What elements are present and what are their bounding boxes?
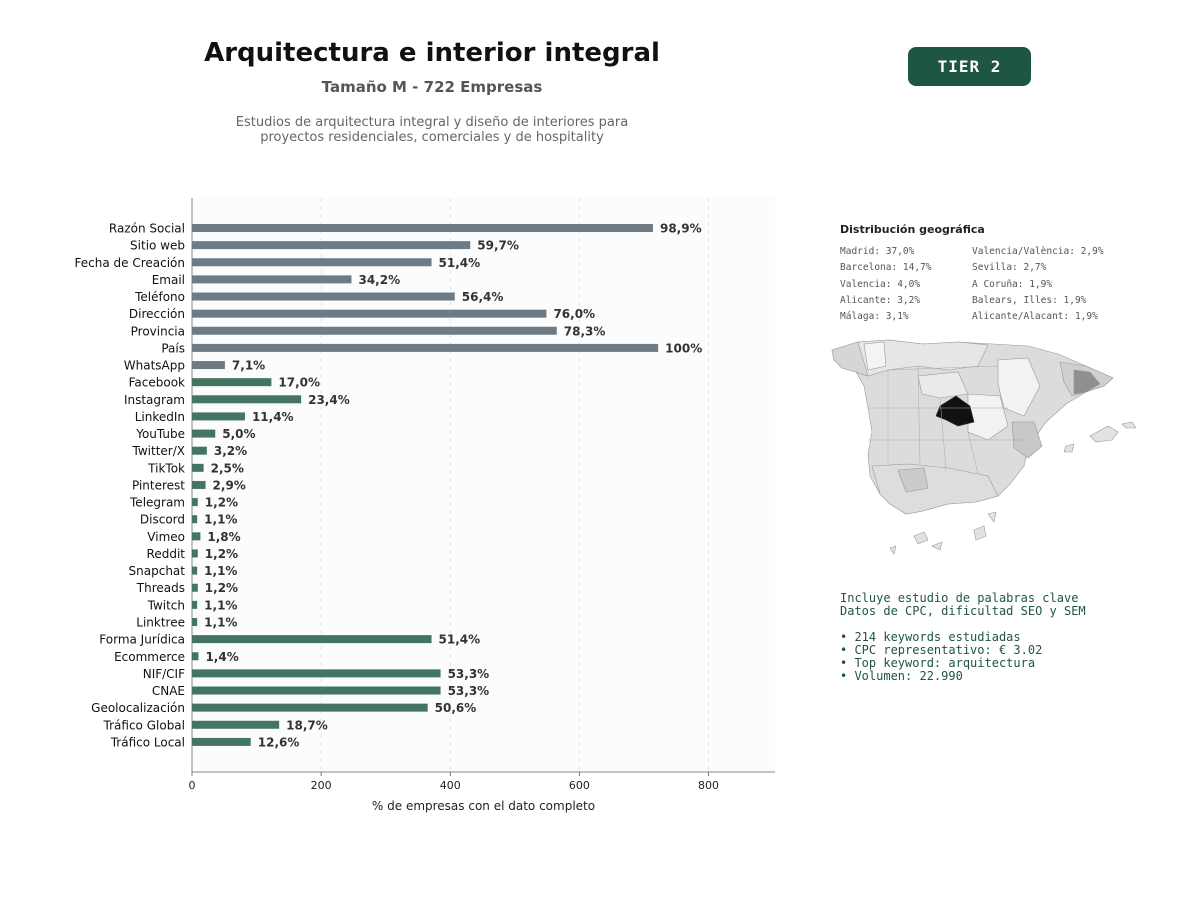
category-label: YouTube	[136, 427, 185, 442]
bar	[192, 395, 301, 403]
category-label: Twitter/X	[132, 444, 185, 459]
bar	[192, 430, 215, 438]
keywords-heading: Incluye estudio de palabras clave	[840, 591, 1079, 605]
description-line: Estudios de arquitectura integral y diseño de interiores para	[235, 115, 629, 130]
data-label: 1,2%	[204, 495, 239, 510]
x-tick-label: 800	[698, 779, 720, 792]
data-label: 7,1%	[231, 358, 266, 373]
canary-islands	[932, 542, 942, 550]
keyword-bullet: • Volumen: 22.990	[840, 669, 963, 683]
geo-list-left	[840, 246, 932, 327]
data-label: 53,3%	[447, 684, 490, 699]
data-label: 51,4%	[438, 255, 481, 270]
data-label: 12,6%	[257, 735, 300, 750]
category-label: Instagram	[123, 392, 185, 407]
balearic-islands	[1122, 422, 1136, 428]
category-label: Email	[151, 272, 185, 287]
bar	[192, 738, 251, 746]
category-label: LinkedIn	[134, 409, 185, 424]
category-label: Snapchat	[128, 564, 185, 579]
category-label: País	[161, 341, 185, 356]
category-label: Ecommerce	[114, 649, 185, 664]
page-subtitle: Tamaño M - 722 Empresas	[321, 78, 543, 96]
bar	[192, 293, 455, 301]
data-label: 56,4%	[461, 290, 504, 305]
category-label: TikTok	[148, 461, 185, 476]
bar	[192, 327, 557, 335]
bar	[192, 618, 197, 626]
bar	[192, 601, 197, 609]
bar	[192, 481, 206, 489]
category-label: Threads	[136, 581, 185, 596]
data-label: 1,2%	[204, 546, 239, 561]
bar	[192, 412, 245, 420]
bar	[192, 515, 197, 523]
bar	[192, 687, 441, 695]
geo-item: Barcelona: 14,7%	[840, 262, 932, 274]
bar	[192, 378, 271, 386]
x-tick-label: 200	[310, 779, 332, 792]
data-label: 18,7%	[286, 718, 328, 733]
geo-item: Sevilla: 2,7%	[972, 262, 1047, 274]
category-label: Twitch	[147, 598, 185, 613]
bar	[192, 275, 351, 283]
x-tick-label: 0	[188, 779, 196, 792]
geo-item: Valencia: 4,0%	[840, 278, 921, 290]
category-label: Fecha de Creación	[74, 255, 185, 270]
category-label: Sitio web	[130, 238, 185, 253]
description-line: proyectos residenciales, comerciales y de hospitality	[260, 130, 604, 145]
region-light	[864, 342, 886, 370]
category-label: Geolocalización	[91, 701, 185, 716]
bar	[192, 652, 198, 660]
geo-list-right	[972, 246, 1104, 327]
geo-title: Distribución geográfica	[840, 223, 985, 236]
data-label: 5,0%	[222, 427, 256, 442]
balearic-islands	[1090, 426, 1118, 442]
spain-map	[828, 336, 1143, 561]
canary-islands	[890, 546, 896, 554]
bar	[192, 669, 441, 677]
category-label: Vimeo	[147, 529, 185, 544]
bar	[192, 464, 204, 472]
bar	[192, 635, 432, 643]
data-label: 23,4%	[308, 392, 350, 407]
keywords-subheading: Datos de CPC, dificultad SEO y SEM	[840, 604, 1086, 618]
keyword-bullet: • Top keyword: arquitectura	[840, 656, 1036, 670]
keyword-bullet: • 214 keywords estudiadas	[840, 630, 1021, 644]
data-label: 53,3%	[447, 666, 490, 681]
data-label: 1,1%	[204, 598, 238, 613]
x-axis-label: % de empresas con el dato completo	[371, 799, 596, 813]
geo-item: Balears, Illes: 1,9%	[972, 294, 1087, 306]
category-label: NIF/CIF	[142, 666, 185, 681]
category-label: Tráfico Local	[110, 735, 185, 750]
data-label: 1,1%	[204, 615, 238, 630]
data-label: 98,9%	[659, 221, 702, 236]
category-label: Dirección	[128, 307, 185, 322]
data-label: 50,6%	[434, 701, 477, 716]
keyword-bullet: • CPC representativo: € 3.02	[840, 643, 1043, 657]
bar	[192, 344, 658, 352]
bar	[192, 224, 653, 232]
bar	[192, 721, 279, 729]
x-tick-label: 400	[439, 779, 461, 792]
category-label: Razón Social	[108, 221, 185, 236]
bar	[192, 532, 200, 540]
category-label: Linktree	[136, 615, 185, 630]
data-label: 34,2%	[358, 272, 401, 287]
category-label: Provincia	[130, 324, 185, 339]
geo-item: Málaga: 3,1%	[840, 311, 909, 323]
category-label: Discord	[139, 512, 185, 527]
page-title: Arquitectura e interior integral	[204, 38, 660, 68]
data-label: 76,0%	[553, 307, 596, 322]
bar	[192, 584, 198, 592]
data-label: 1,1%	[204, 564, 238, 579]
category-label: Facebook	[128, 375, 185, 390]
data-label: 59,7%	[477, 238, 519, 253]
category-label: Teléfono	[135, 290, 185, 305]
bar	[192, 241, 470, 249]
data-label: 78,3%	[563, 324, 606, 339]
bar	[192, 567, 197, 575]
geo-item: Alicante: 3,2%	[840, 294, 921, 306]
bar	[192, 310, 546, 318]
bar	[192, 498, 198, 506]
category-label: Pinterest	[131, 478, 185, 493]
data-label: 1,4%	[205, 649, 239, 664]
canary-islands	[914, 532, 928, 544]
keywords-panel	[840, 592, 1086, 683]
data-label: 2,9%	[212, 478, 246, 493]
bar	[192, 361, 225, 369]
data-label: 3,2%	[213, 444, 248, 459]
geo-item: A Coruña: 1,9%	[972, 278, 1053, 290]
data-label: 11,4%	[251, 409, 294, 424]
x-tick-label: 600	[568, 779, 590, 792]
data-label: 100%	[665, 341, 703, 356]
data-label: 2,5%	[210, 461, 244, 476]
geo-item: Madrid: 37,0%	[840, 246, 915, 257]
canary-islands	[988, 512, 996, 522]
tier-badge: TIER 2	[908, 47, 1031, 86]
data-label: 51,4%	[438, 632, 481, 647]
balearic-islands	[1064, 444, 1074, 452]
data-label: 1,1%	[204, 512, 238, 527]
data-label: 17,0%	[278, 375, 321, 390]
bar	[192, 549, 198, 557]
geo-item: Alicante/Alacant: 1,9%	[972, 311, 1098, 323]
geo-item: Valencia/València: 2,9%	[972, 246, 1104, 257]
category-label: WhatsApp	[123, 358, 185, 373]
bar	[192, 704, 428, 712]
bar	[192, 258, 432, 266]
category-label: Reddit	[146, 546, 185, 561]
data-label: 1,2%	[204, 581, 239, 596]
category-label: Tráfico Global	[103, 718, 185, 733]
data-label: 1,8%	[207, 529, 241, 544]
category-label: Telegram	[130, 495, 185, 510]
canary-islands	[974, 526, 986, 540]
category-label: CNAE	[151, 684, 185, 699]
bar	[192, 447, 207, 455]
category-label: Forma Jurídica	[99, 632, 185, 647]
